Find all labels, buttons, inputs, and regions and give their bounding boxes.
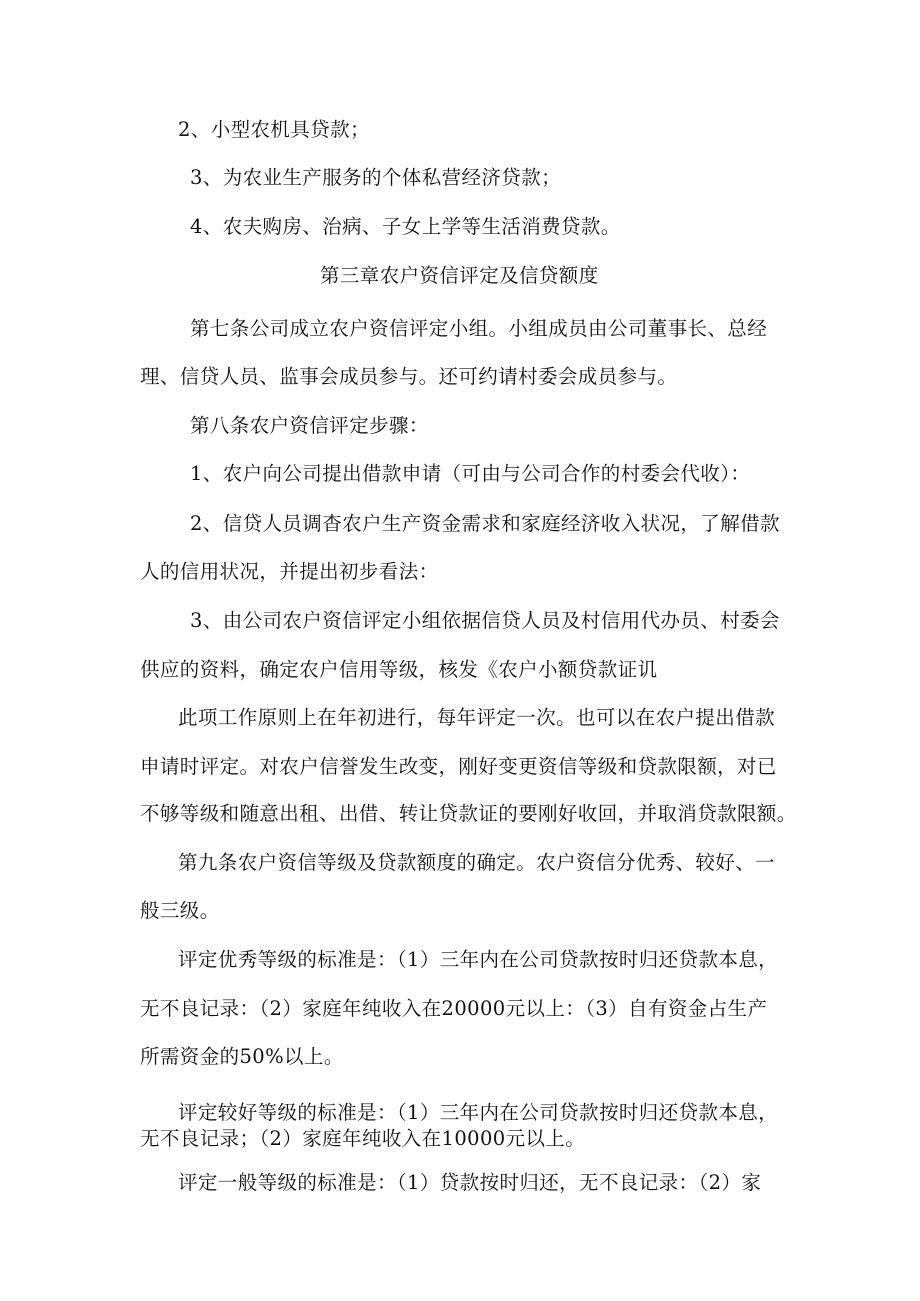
paragraph-line: 理、信贷人员、监事会成员参与。还可约请村委会成员参与。 <box>140 365 678 388</box>
list-item: 3、为农业生产服务的个体私营经济贷款； <box>190 166 562 189</box>
list-item: 4、农夫购房、治病、子女上学等生活消费贷款。 <box>190 215 621 238</box>
list-item: 3、由公司农户资信评定小组依据信贷人员及村信用代办员、村委会 <box>190 609 780 632</box>
paragraph-line: 所需资金的50%以上。 <box>140 1045 344 1068</box>
list-item: 1、农户向公司提出借款申请（可由与公司合作的村委会代收）： <box>190 462 751 485</box>
paragraph-line: 人的信用状况，并提出初步看法： <box>140 560 439 583</box>
paragraph-line: 评定一般等级的标准是：（1）贷款按时归还，无不良记录：（2）家 <box>178 1171 762 1194</box>
paragraph-line: 供应的资料，确定农户信用等级，核发《农户小额贷款证讥 <box>140 658 658 681</box>
paragraph-line: 申请时评定。对农户信誉发生改变，刚好变更资信等级和贷款限额，对已 <box>140 755 777 778</box>
list-item: 2、小型农机具贷款； <box>178 118 370 141</box>
paragraph-line: 第八条农户资信评定步骤： <box>190 414 429 437</box>
paragraph-line: 第七条公司成立农户资信评定小组。小组成员由公司董事长、总经 <box>190 317 768 340</box>
paragraph-line: 无不良记录；（2）家庭年纯收入在10000元以上。 <box>140 1127 586 1150</box>
paragraph-line: 此项工作原则上在年初进行，每年评定一次。也可以在农户提出借款 <box>178 706 776 729</box>
list-item: 2、信贷人员调杳农户生产资金需求和家庭经济收入状况，了解借款 <box>190 512 780 535</box>
paragraph-line: 评定较好等级的标准是：（1）三年内在公司贷款按时归还贷款本息， <box>178 1101 779 1124</box>
chapter-heading: 第三章农户资信评定及信贷额度 <box>320 264 599 287</box>
paragraph-line: 不够等级和随意出租、出借、转让贷款证的要刚好收回，并取消贷款限额。 <box>140 802 797 825</box>
paragraph-line: 评定优秀等级的标准是：（1）三年内在公司贷款按时归还贷款本息， <box>178 948 779 971</box>
paragraph-line: 第九条农户资信等级及贷款额度的确定。农户资信分优秀、较好、一 <box>178 851 776 874</box>
paragraph-line: 般三级。 <box>140 899 220 922</box>
paragraph-line: 无不良记录：（2）家庭年纯收入在20000元以上：（3）自有资金占生产 <box>140 997 768 1020</box>
